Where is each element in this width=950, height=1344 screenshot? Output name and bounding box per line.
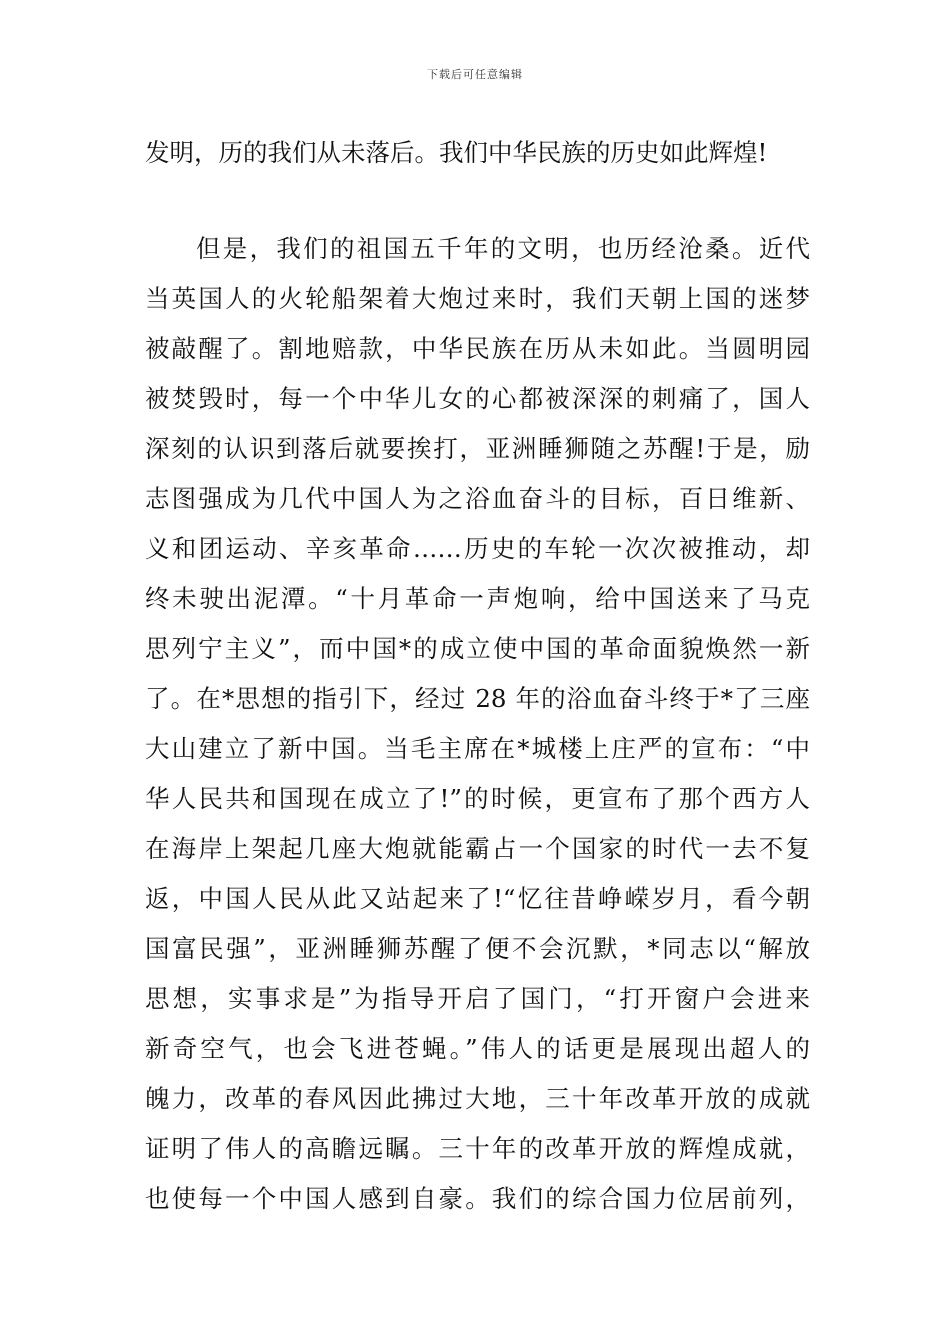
paragraph-2-line-9: 思列宁主义”，而中国*的成立使中国的革命面貌焕然一新 (145, 634, 810, 663)
paragraph-2-line-12: 华人民共和国现在成立了!”的时候，更宣布了那个西方人 (145, 784, 810, 813)
paragraph-gap (145, 178, 810, 224)
paragraph-2-line-10: 了。在*思想的指引下，经过 28 年的浴血奋斗终于*了三座 (145, 684, 810, 713)
paragraph-2-line-3: 被敲醒了。割地赔款，中华民族在历从未如此。当圆明园 (145, 334, 810, 363)
paragraph-2-line-8: 终未驶出泥潭。“十月革命一声炮响，给中国送来了马克 (145, 584, 810, 613)
paragraph-2-line-4: 被焚毁时，每一个中华儿女的心都被深深的刺痛了，国人 (145, 384, 810, 413)
paragraph-2-line-20: 也使每一个中国人感到自豪。我们的综合国力位居前列， (145, 1184, 810, 1213)
paragraph-2-line-16: 思想，实事求是”为指导开启了国门，“打开窗户会进来 (145, 984, 810, 1013)
paragraph-2-line-18: 魄力，改革的春风因此拂过大地，三十年改革开放的成就 (145, 1084, 810, 1113)
paragraph-2-line-13: 在海岸上架起几座大炮就能霸占一个国家的时代一去不复 (145, 834, 810, 863)
paragraph-2-line-7: 义和团运动、辛亥革命……历史的车轮一次次被推动，却 (145, 534, 810, 563)
page-header-note: 下载后可任意编辑 (427, 68, 523, 81)
document-body (145, 128, 810, 1224)
paragraph-1-line-1: 发明，历的我们从未落后。我们中华民族的历史如此辉煌! (145, 138, 768, 167)
paragraph-2-line-1: 但是，我们的祖国五千年的文明，也历经沧桑。近代 (196, 234, 810, 263)
paragraph-2-line-5: 深刻的认识到落后就要挨打，亚洲睡狮随之苏醒!于是，励 (145, 434, 810, 463)
paragraph-2-line-17: 新奇空气，也会飞进苍蝇。”伟人的话更是展现出超人的 (145, 1034, 810, 1063)
paragraph-2-line-19: 证明了伟人的高瞻远瞩。三十年的改革开放的辉煌成就， (145, 1134, 810, 1163)
paragraph-2-line-11: 大山建立了新中国。当毛主席在*城楼上庄严的宣布：“中 (145, 734, 810, 763)
paragraph-2-line-14: 返，中国人民从此又站起来了!“忆往昔峥嵘岁月，看今朝 (145, 884, 810, 913)
paragraph-2-line-15: 国富民强”，亚洲睡狮苏醒了便不会沉默，*同志以“解放 (145, 934, 810, 963)
paragraph-2-line-6: 志图强成为几代中国人为之浴血奋斗的目标，百日维新、 (145, 484, 810, 513)
paragraph-2-line-2: 当英国人的火轮船架着大炮过来时，我们天朝上国的迷梦 (145, 284, 810, 313)
